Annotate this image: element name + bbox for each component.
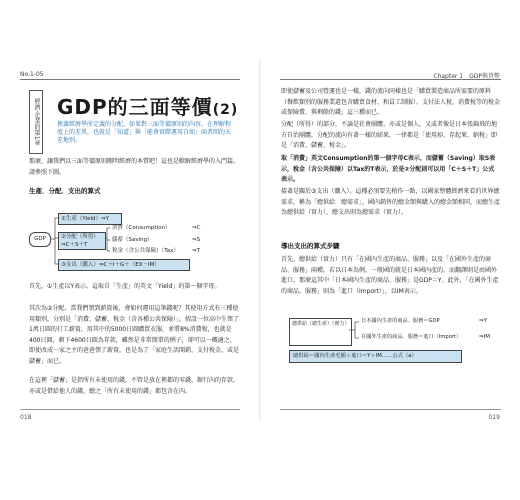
distribution-items xyxy=(112,223,201,258)
paragraph-1: 首先，①生產以Y表示。這取自「生產」的英文「Yield」的第一個字母。 xyxy=(29,283,221,290)
paragraph-2: 其次為②分配。當我們領到薪資後，會如何運用這筆錢呢？其使用方式有三種使用類別，分別是「消費、儲蓄、稅金（含各種公共保險）」。假設一位高中生領了1萬日圓的打工薪資，用其中的5000日圓購買衣服，並將8%消費稅，也就是400日圓，剩下4600日圓為存款，雖然是非常簡單的例子，卻可以一概適之，即使改成一家之主的爸爸領了薪資，也是為了「家庭生活開銷、支付稅金、或是儲蓄」而已。 xyxy=(29,305,240,365)
paragraph-1: 即使儲蓄及公司營運也是一樣，錢的流向同樣也是「購買製造商品所需要的原料（餐飲類別的服務業還包含購買食材、和員工制服）、支付法人稅、消費稅等的稅金或保險費，與剩餘的錢」這三種而已。 xyxy=(281,88,501,116)
paragraph-5: 首先，總供給（實力）只有「在國內生產的商品、服務」以及「在國外生產的商品、服務」兩種。若以日本為例，一般國的就是日本國內產的，而翻譯則是由國外進口。那麼這其中「日本國內生產的商品、服務」是GDP＝Y。此外，「在國外生產的商品、服務」則為「進口（Import）」，以IM表示。 xyxy=(281,256,499,295)
section-heading: 導出支出的算式步驟 xyxy=(281,242,340,250)
supply-diagram-lines xyxy=(261,0,520,500)
intro-paragraph: 那麼，讓我們以三面等價原則闡明經濟的本質吧！這也是瞭解經濟學的入門篇，請參照下圖。 xyxy=(29,158,240,176)
left-page xyxy=(0,0,259,500)
paragraph-3: 在這裡「儲蓄」是指所有未使用的錢，不管是放在裡都的零錢、銀行內的存款、亦或是借給他人的錢，總之「所有未使用的錢」都包含在內。 xyxy=(29,377,240,395)
chapter-title: Chapter 1 GDP與貨幣 xyxy=(433,73,500,80)
page-title: GDP的三面等價(2) xyxy=(57,95,239,119)
paragraph-4: 接著是關於③支出（購入）。這種必須要先稍作一點，以國家整體經濟來看的世界總需求，稱為「總供給．總需求」，國內銷售的總金額與購入的總金額相同，而總生產為總供給（實力），總支出則為總需求（實力）。 xyxy=(281,188,501,216)
supply-item-import-symbol: ⇒IM xyxy=(479,334,490,340)
consumption-item: 消費（Consumption） ⇒C xyxy=(112,225,201,231)
supply-item-import: 在國外生產的商品、服務＝進口（Import） xyxy=(361,334,462,340)
section-heading: 生產．分配．支出的算式 xyxy=(29,187,101,195)
formula-a-box: 總供給＝國內生產毛額＋進口＝Y＋IM……公式（a） xyxy=(289,350,462,363)
gdp-node: GDP xyxy=(29,232,51,247)
footer-rule xyxy=(20,409,240,410)
page-number: 019 xyxy=(488,414,500,421)
tax-item: 稅金（含公共保險）（Tax） ⇒T xyxy=(112,248,200,254)
saving-item: 儲蓄（Saving） ⇒S xyxy=(112,236,201,243)
right-page xyxy=(261,0,520,500)
chapter-tab: 經濟‧企業的第1章 xyxy=(29,90,43,154)
total-supply-box: 總供給（總生產）（實力） xyxy=(289,318,352,346)
distribution-box: ②分配（所得） ⇒C＋S＋T xyxy=(58,232,106,250)
expenditure-box: ③支出（購入）⇒C＋I＋G＋（EX－IM） xyxy=(58,259,190,271)
page-number: 018 xyxy=(20,414,32,421)
supply-item-domestic: 日本國內生產的商品、服務＝GDP xyxy=(361,318,440,324)
lead-paragraph: 狹義經濟學所定義的分配，如果對三面等價原則的內容，在理解程度上的差異，也就是「知道」與「能會實際運用自如」兩者間的天差地別。 xyxy=(57,121,232,144)
supply-item-domestic-symbol: ⇒Y xyxy=(479,318,487,324)
production-box: ①生產（Yield）⇒Y xyxy=(58,213,122,225)
paragraph-3: 取「消費」英文Consumption的第一個字母C表示，而儲蓄（Saving）取S表示，稅金（含公共保險）以Tax的T表示，於是②分配則可以用「C＋S＋T」公式表示。 xyxy=(281,155,496,183)
paragraph-2: 分配（所得）的部分，不論是社會團體、亦或是個人，又或者像是日本張錦飛的地方自治團體，分配的流向有著一樣的結果，一律都是「使用掉、存起來、納稅」即是「消費、儲蓄、稅金」。 xyxy=(281,121,498,149)
footer-rule xyxy=(280,409,501,410)
chapter-number: No.1-05 xyxy=(20,71,44,78)
